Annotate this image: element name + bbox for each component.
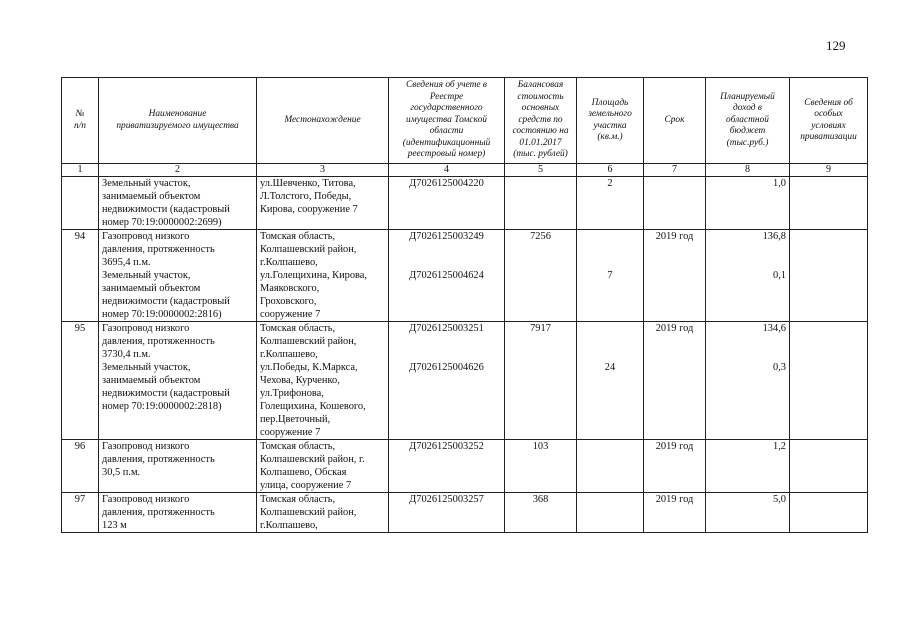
cell-income — [706, 322, 790, 440]
text-line: Д7026125003252 — [409, 441, 484, 452]
text-line: сооружение 7 — [260, 309, 321, 320]
text-line: Колпашевский район, — [260, 244, 357, 255]
text-line: доход в — [733, 103, 762, 114]
text-line: пер.Цветочный, — [260, 414, 331, 425]
text-line — [392, 256, 501, 269]
column-number: 2 — [99, 164, 257, 177]
text-line: Реестре — [429, 91, 464, 102]
text-line: имущества Томской — [406, 114, 487, 125]
text-line: г.Колпашево, — [260, 349, 318, 360]
cell-income — [706, 230, 790, 322]
text-line: Л.Толстого, Победы, — [260, 191, 352, 202]
cell-location — [257, 322, 389, 440]
text-line: 123 м — [102, 520, 127, 531]
text-line: 7 — [607, 270, 613, 281]
text-line: 0,1 — [773, 270, 786, 281]
text-line: 97 — [74, 494, 86, 505]
text-line — [580, 322, 640, 335]
privatization-table — [61, 77, 868, 533]
text-line: земельного — [588, 109, 632, 119]
column-number: 8 — [706, 164, 790, 177]
cell-number — [62, 440, 99, 493]
text-line: Газопровод низкого — [102, 494, 190, 505]
text-line: п/п — [74, 120, 86, 131]
cell-registry — [389, 493, 505, 533]
text-line: (тыс. рублей) — [513, 149, 568, 160]
text-line: (кв.м.) — [597, 132, 623, 142]
text-line: Д7026125004624 — [409, 270, 484, 281]
table-row — [62, 493, 868, 533]
text-line: Сведения об — [804, 97, 853, 108]
column-number: 4 — [389, 164, 505, 177]
text-line: ул.Победы, К.Маркса, — [260, 362, 358, 373]
cell-balance — [505, 230, 577, 322]
text-line — [580, 256, 640, 269]
text-line — [580, 335, 640, 348]
text-line: номер 70:19:0000002:2699) — [102, 217, 222, 228]
text-line: Газопровод низкого — [102, 231, 190, 242]
header-balance — [505, 78, 577, 164]
cell-area — [577, 177, 644, 230]
header-location — [257, 78, 389, 164]
text-line: Томская область, — [260, 494, 336, 505]
header-conditions — [790, 78, 868, 164]
table-body — [62, 164, 868, 533]
text-line — [392, 243, 501, 256]
text-line: Колпашевский район, — [260, 507, 357, 518]
text-line: 7917 — [530, 323, 551, 334]
text-line — [580, 230, 640, 243]
column-number: 3 — [257, 164, 389, 177]
text-line: 95 — [74, 323, 86, 334]
cell-conditions — [790, 440, 868, 493]
text-line: Площадь — [591, 97, 629, 108]
cell-location — [257, 493, 389, 533]
text-line: бюджет — [729, 126, 766, 137]
column-number: 6 — [577, 164, 644, 177]
text-line: 01.01.2017 — [519, 137, 562, 148]
header-income — [706, 78, 790, 164]
text-line: Колпашево, Обская — [260, 467, 347, 478]
text-line: областной — [726, 114, 769, 125]
cell-location — [257, 230, 389, 322]
text-line: Д7026125003251 — [409, 323, 484, 334]
text-line: Земельный участок, — [102, 178, 191, 189]
text-line — [392, 348, 501, 361]
text-line: номер 70:19:0000002:2818) — [102, 401, 222, 412]
text-line: 94 — [74, 231, 86, 242]
text-line: Балансовая — [517, 80, 564, 91]
text-line: Д7026125004626 — [409, 362, 484, 373]
cell-number — [62, 230, 99, 322]
text-line: Земельный участок, — [102, 362, 191, 373]
text-line: Колпашевский район, г. — [260, 454, 365, 465]
text-line: (идентификационный — [402, 137, 491, 148]
text-line: № — [75, 109, 85, 119]
text-line — [709, 256, 786, 269]
column-number: 7 — [644, 164, 706, 177]
cell-term — [644, 177, 706, 230]
text-line: г.Колпашево, — [260, 257, 318, 268]
text-line: основных — [521, 103, 560, 114]
header-row — [62, 78, 868, 164]
text-line: 96 — [74, 441, 86, 452]
header-term — [644, 78, 706, 164]
text-line: Томская область, — [260, 441, 336, 452]
table-row — [62, 230, 868, 322]
text-line: 136,8 — [762, 231, 786, 242]
header-number — [62, 78, 99, 164]
text-line: Газопровод низкого — [102, 441, 190, 452]
text-line: Планируемый — [720, 91, 775, 102]
column-number: 9 — [790, 164, 868, 177]
cell-name — [99, 230, 257, 322]
cell-conditions — [790, 322, 868, 440]
text-line: Д7026125003257 — [409, 494, 484, 505]
text-line: Колпашевский район, — [260, 336, 357, 347]
text-line: Срок — [664, 114, 685, 125]
text-line: приватизируемого имущества — [116, 120, 239, 131]
text-line: ул.Трифонова, — [260, 388, 324, 399]
text-line: недвижимости (кадастровый — [102, 388, 230, 399]
cell-registry — [389, 440, 505, 493]
text-line — [709, 243, 786, 256]
text-line: номер 70:19:0000002:2816) — [102, 309, 222, 320]
text-line: давления, протяженность — [102, 507, 215, 518]
cell-name — [99, 440, 257, 493]
text-line: Сведения об учете в — [406, 80, 487, 91]
text-line: давления, протяженность — [102, 244, 215, 255]
text-line: 1,0 — [773, 178, 786, 189]
text-line: условиях — [811, 120, 846, 131]
text-line: Кирова, сооружение 7 — [260, 204, 358, 215]
text-line: 2019 год — [655, 494, 694, 505]
cell-name — [99, 493, 257, 533]
text-line: состоянию на — [512, 126, 569, 137]
cell-registry — [389, 322, 505, 440]
table-row — [62, 322, 868, 440]
cell-conditions — [790, 493, 868, 533]
cell-income — [706, 440, 790, 493]
cell-number — [62, 322, 99, 440]
text-line: Д7026125003249 — [409, 231, 484, 242]
text-line: государственного — [410, 103, 483, 114]
text-line: Газопровод низкого — [102, 323, 190, 334]
text-line: недвижимости (кадастровый — [102, 296, 230, 307]
text-line: недвижимости (кадастровый — [102, 204, 230, 215]
text-line: Маяковского, — [260, 283, 320, 294]
text-line: 368 — [532, 494, 549, 505]
text-line — [580, 348, 640, 361]
text-line: 2019 год — [655, 323, 694, 334]
cell-term — [644, 230, 706, 322]
text-line: 5,0 — [773, 494, 786, 505]
text-line: 7256 — [530, 231, 551, 242]
cell-area — [577, 230, 644, 322]
text-line: стоимость — [517, 91, 564, 102]
cell-number — [62, 177, 99, 230]
cell-income — [706, 493, 790, 533]
cell-balance — [505, 322, 577, 440]
text-line: Местонахождение — [284, 114, 361, 125]
text-line: Гроховского, — [260, 296, 317, 307]
text-line: занимаемый объектом — [102, 191, 201, 202]
text-line: занимаемый объектом — [102, 283, 201, 294]
cell-registry — [389, 177, 505, 230]
cell-balance — [505, 493, 577, 533]
table-row — [62, 440, 868, 493]
text-line: Томская область, — [260, 231, 336, 242]
header-area — [577, 78, 644, 164]
column-number: 5 — [505, 164, 577, 177]
text-line: 24 — [604, 362, 616, 373]
text-line: Чехова, Курченко, — [260, 375, 340, 386]
text-line: 2 — [607, 178, 613, 189]
cell-balance — [505, 177, 577, 230]
column-number-row — [62, 164, 868, 177]
text-line: давления, протяженность — [102, 336, 215, 347]
text-line: Земельный участок, — [102, 270, 191, 281]
cell-name — [99, 177, 257, 230]
text-line — [580, 243, 640, 256]
text-line: области — [429, 126, 464, 137]
cell-area — [577, 493, 644, 533]
header-registry — [389, 78, 505, 164]
text-line: реестровый номер) — [407, 149, 486, 160]
table-row — [62, 177, 868, 230]
text-line: Голещихина, Кошевого, — [260, 401, 366, 412]
column-number: 1 — [62, 164, 99, 177]
text-line: Д7026125004220 — [409, 178, 484, 189]
text-line: 0,3 — [773, 362, 786, 373]
text-line: (тыс.руб.) — [726, 137, 769, 148]
text-line: приватизации — [800, 132, 857, 142]
text-line: давления, протяженность — [102, 454, 215, 465]
text-line: улица, сооружение 7 — [260, 480, 352, 491]
text-line: 134,6 — [762, 323, 786, 334]
text-line: занимаемый объектом — [102, 375, 201, 386]
page-number: 129 — [826, 38, 846, 53]
text-line: 103 — [532, 441, 549, 452]
cell-registry — [389, 230, 505, 322]
text-line: 2019 год — [655, 441, 694, 452]
cell-conditions — [790, 177, 868, 230]
text-line: 1,2 — [773, 441, 786, 452]
text-line: Наименование — [148, 109, 207, 119]
cell-term — [644, 322, 706, 440]
header-name — [99, 78, 257, 164]
text-line: сооружение 7 — [260, 427, 321, 438]
text-line — [392, 335, 501, 348]
cell-area — [577, 322, 644, 440]
text-line: ул.Шевченко, Титова, — [260, 178, 356, 189]
cell-conditions — [790, 230, 868, 322]
text-line: ул.Голещихина, Кирова, — [260, 270, 368, 281]
cell-area — [577, 440, 644, 493]
text-line: особых — [814, 109, 843, 119]
text-line: 2019 год — [655, 231, 694, 242]
cell-location — [257, 177, 389, 230]
cell-number — [62, 493, 99, 533]
cell-location — [257, 440, 389, 493]
text-line — [709, 348, 786, 361]
text-line: Томская область, — [260, 323, 336, 334]
text-line — [709, 335, 786, 348]
text-line: участка — [593, 120, 627, 131]
cell-balance — [505, 440, 577, 493]
cell-term — [644, 440, 706, 493]
text-line: 3730,4 п.м. — [102, 349, 151, 360]
text-line: средств по — [518, 114, 563, 125]
text-line: г.Колпашево, — [260, 520, 318, 531]
text-line: 30,5 п.м. — [102, 467, 141, 478]
cell-term — [644, 493, 706, 533]
text-line: 3695,4 п.м. — [102, 257, 151, 268]
cell-income — [706, 177, 790, 230]
cell-name — [99, 322, 257, 440]
